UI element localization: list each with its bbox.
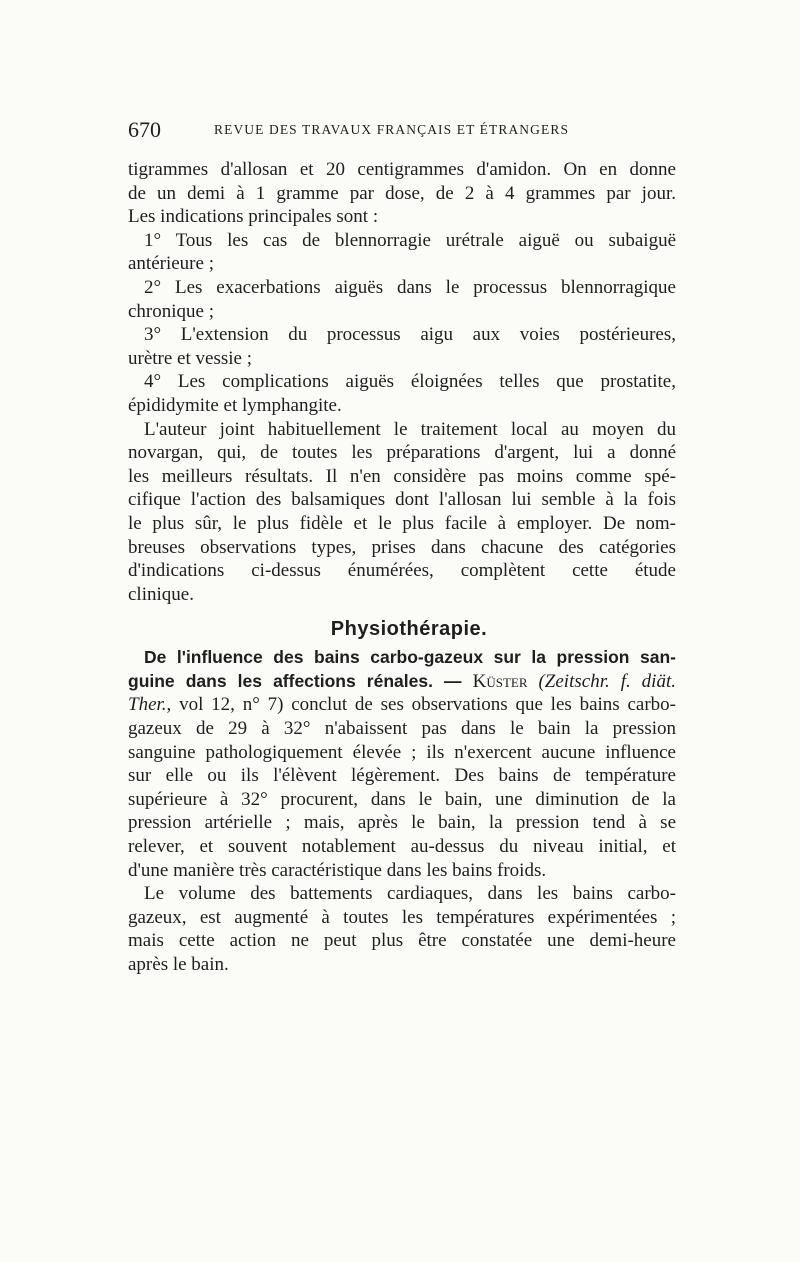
list-item: 4° Les complications aiguës éloignées telles que prostatite, [144, 371, 676, 393]
text-line: épididymite et lymphangite. [128, 394, 342, 416]
text-line: le plus sûr, le plus fidèle et le plus facile à employer. De nom- [128, 512, 676, 534]
text-line: clinique. [128, 583, 194, 605]
text-line: gazeux, est augmenté à toutes les températures expérimentées ; [128, 906, 676, 928]
text-line: sanguine pathologiquement élevée ; ils n'exercent aucune influence [128, 741, 676, 763]
text-line: chronique ; [128, 300, 215, 322]
text-line [128, 693, 676, 717]
text-line [128, 670, 676, 694]
text-line: de un demi à 1 gramme par dose, de 2 à 4 grammes par jour. [128, 182, 676, 204]
text-line: urètre et vessie ; [128, 347, 252, 369]
list-item: 3° L'extension du processus aigu aux voies postérieures, [144, 324, 676, 346]
text-line: cifique l'action des balsamiques dont l'allosan lui semble à la fois [128, 489, 676, 511]
author-name: Küster [472, 670, 528, 692]
running-head: REVUE DES TRAVAUX FRANÇAIS ET ÉTRANGERS [214, 122, 570, 137]
text-line: gazeux de 29 à 32° n'abaissent pas dans le bain la pression [128, 718, 676, 740]
text-fragment: , vol 12, n° 7) conclut de ses observations que les bains carbo- [166, 694, 676, 716]
journal-citation: Ther. [128, 694, 167, 716]
page-number: 670 [128, 117, 161, 142]
text-line: sur elle ou ils l'élèvent légèrement. Des bains de température [128, 765, 676, 787]
text-line: pression artérielle ; mais, après le bain, la pression tend à se [128, 812, 676, 834]
text-line: d'une manière très caractéristique dans les bains froids. [128, 859, 547, 881]
article-title-line: De l'influence des bains carbo-gazeux sur la pression san- [144, 647, 676, 668]
journal-citation: (Zeitschr. f. diät. [527, 670, 676, 692]
body-text [128, 158, 676, 977]
text-line: après le bain. [128, 954, 229, 975]
text-line: les meilleurs résultats. Il n'en considère pas moins comme spé- [128, 465, 676, 487]
text-line: mais cette action ne peut plus être constatée une demi-heure [128, 930, 676, 952]
text-line: relever, et souvent notablement au-dessus du niveau initial, et [128, 836, 676, 858]
text-line: novargan, qui, de toutes les préparations d'argent, lui a donné [128, 442, 676, 464]
text-line: Le volume des battements cardiaques, dans les bains carbo- [144, 883, 676, 905]
text-line: d'indications ci-dessus énumérées, complètent cette étude [128, 560, 676, 582]
text-line: breuses observations types, prises dans chacune des catégories [128, 536, 676, 558]
text-line: Les indications principales sont : [128, 206, 379, 228]
list-item: 1° Tous les cas de blennorragie urétrale aiguë ou subaiguë [144, 229, 676, 251]
text-line: antérieure ; [128, 253, 214, 275]
text-line: supérieure à 32° procurent, dans le bain, une diminution de la [128, 788, 676, 810]
article-title-line: guine dans les affections rénales. — [128, 670, 473, 691]
page-header [128, 117, 676, 143]
section-title: Physiothérapie. [330, 618, 488, 641]
text-line: L'auteur joint habituellement le traitement local au moyen du [144, 418, 676, 440]
text-line: tigrammes d'allosan et 20 centigrammes d'amidon. On en donne [128, 159, 676, 180]
list-item: 2° Les exacerbations aiguës dans le processus blennorragique [144, 276, 676, 298]
